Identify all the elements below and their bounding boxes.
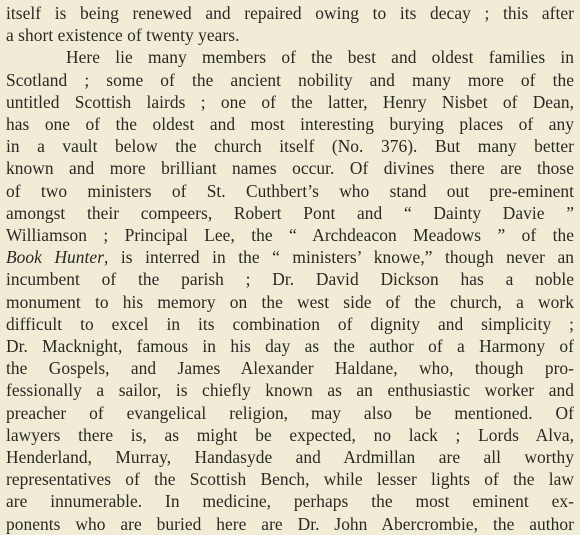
text-run: are innumerable. In medicine, perhaps the most eminent ex- xyxy=(6,491,574,512)
text-line xyxy=(6,2,574,24)
text-line xyxy=(6,513,574,535)
text-line xyxy=(6,490,574,512)
text-line xyxy=(6,468,574,490)
text-line xyxy=(6,113,574,135)
text-line xyxy=(6,224,574,246)
text-run: lawyers there is, as might be expected, no lack ; Lords Alva, xyxy=(6,424,574,445)
text-run: amongst their compeers, Robert Pont and “ Dainty Davie ” xyxy=(6,202,574,223)
text-run: itself is being renewed and repaired owing to its decay ; this after xyxy=(6,3,574,23)
text-run: untitled Scottish lairds ; one of the latter, Henry Nisbet of Dean, xyxy=(6,91,574,112)
text-line xyxy=(6,202,574,224)
text-run: Here lie many members of the best and oldest families in xyxy=(66,47,574,68)
body-text xyxy=(6,2,574,535)
text-line xyxy=(6,135,574,157)
text-run: difficult to excel in its combination of dignity and simplicity ; xyxy=(6,313,574,334)
text-line xyxy=(6,69,574,91)
text-line xyxy=(6,424,574,446)
text-line xyxy=(6,291,574,313)
text-run: fessionally a sailor, is chiefly known as an enthusiastic worker and xyxy=(6,380,574,401)
text-line xyxy=(6,335,574,357)
text-line xyxy=(6,357,574,379)
text-run: in a vault below the church itself (No. 376). But many better xyxy=(6,136,574,157)
text-run: ponents who are buried here are Dr. John Abercrombie, the author xyxy=(6,513,574,534)
text-run: , is interred in the “ ministers’ knowe,” though never an xyxy=(104,247,574,268)
text-line xyxy=(6,46,574,68)
text-run: the Gospels, and James Alexander Haldane, who, though pro- xyxy=(6,358,574,379)
text-line xyxy=(6,313,574,335)
text-line xyxy=(6,268,574,290)
text-line xyxy=(6,402,574,424)
text-run: has one of the oldest and most interesting burying places of any xyxy=(6,114,574,135)
text-run: of two ministers of St. Cuthbert’s who stand out pre-eminent xyxy=(6,180,574,201)
text-line xyxy=(6,379,574,401)
text-run: preacher of evangelical religion, may also be mentioned. Of xyxy=(6,402,574,423)
text-line xyxy=(6,446,574,468)
text-run: representatives of the Scottish Bench, while lesser lights of the law xyxy=(6,469,574,490)
text-run: a short existence of twenty years. xyxy=(6,25,240,46)
text-line xyxy=(6,91,574,113)
text-run: Dr. Macknight, famous in his day as the author of a Harmony of xyxy=(6,336,574,357)
text-run: Scotland ; some of the ancient nobility and many more of the xyxy=(6,69,574,90)
text-line xyxy=(6,246,574,268)
text-run: monument to his memory on the west side of the church, a work xyxy=(6,291,574,312)
text-line xyxy=(6,24,574,46)
italic-title: Book Hunter xyxy=(6,247,105,268)
text-run: known and more brilliant names occur. Of divines there are those xyxy=(6,158,574,179)
text-run: incumbent of the parish ; Dr. David Dickson has a noble xyxy=(6,269,574,290)
text-line xyxy=(6,180,574,202)
text-line xyxy=(6,157,574,179)
text-run: Henderland, Murray, Handasyde and Ardmillan are all worthy xyxy=(6,447,574,468)
text-run: Williamson ; Principal Lee, the “ Archdeacon Meadows ” of the xyxy=(6,225,574,246)
